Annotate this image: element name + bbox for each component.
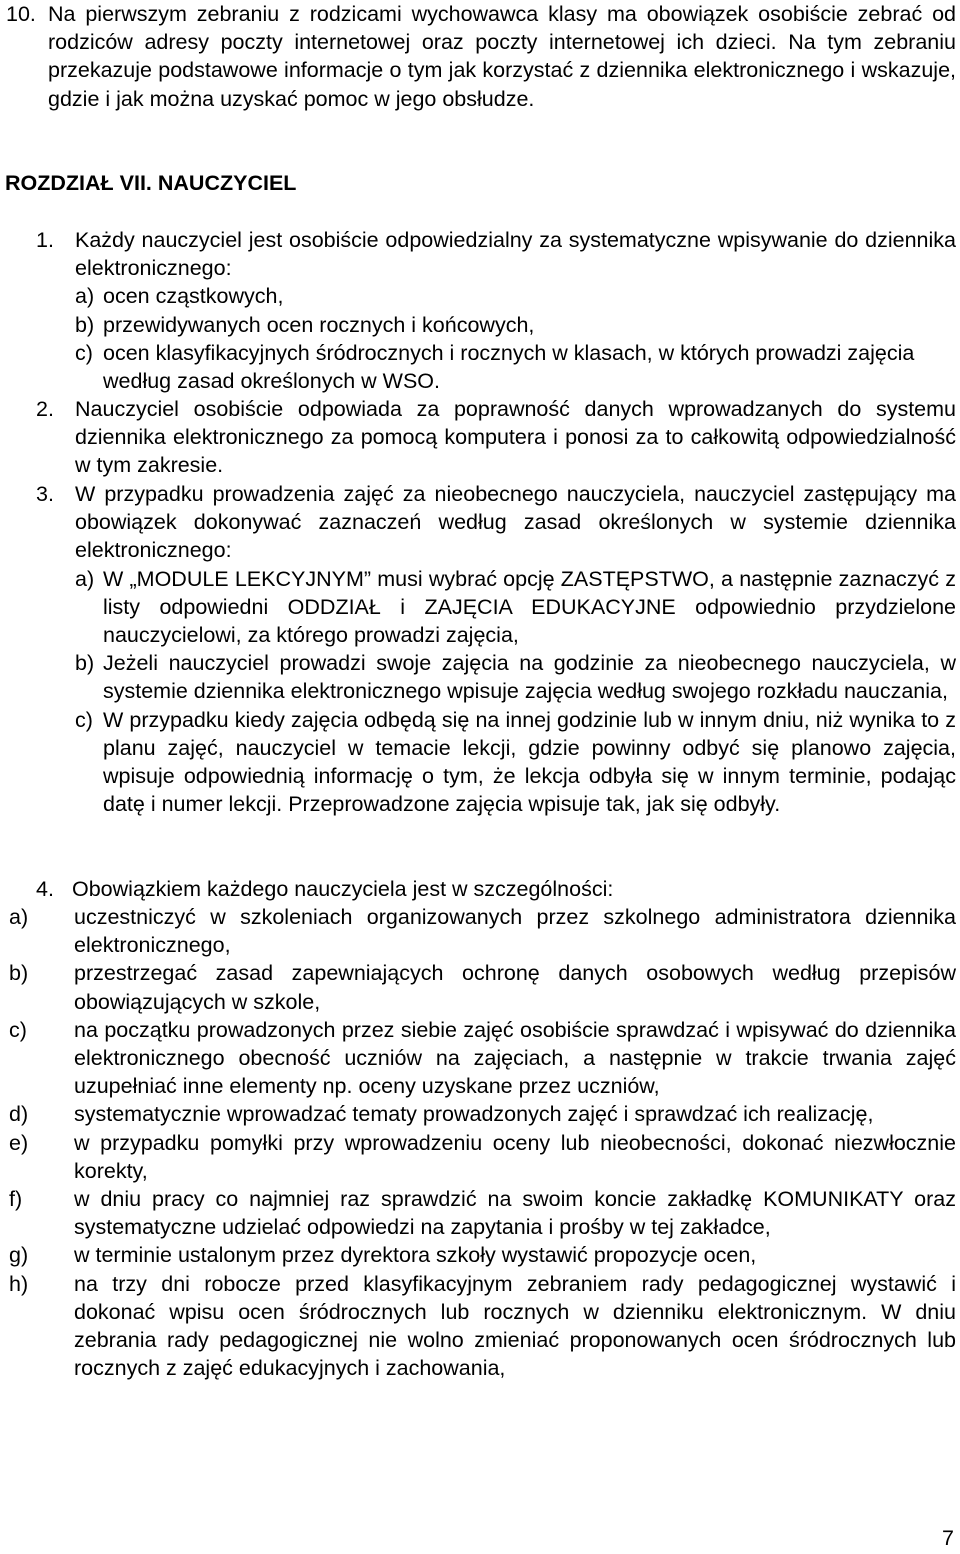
duty-label: f) [9, 1187, 23, 1212]
duties-list [9, 903, 956, 1382]
duty-text: w dniu pracy co najmniej raz sprawdzić na swoim koncie zakładkę KOMUNIKATY oraz systematyczne udzielać odpowiedzi na zapytania i prośby w tej zakładce, [74, 1187, 956, 1240]
duty-item [9, 1016, 956, 1101]
duty-text: na początku prowadzonych przez siebie zajęć osobiście sprawdzać i wpisywać do dziennika elektronicznego obecność uczniów na zajęciach, a następnie w trakcie trwania zajęć uzupełniać inne elementy np. oceny uzyskane przez uczniów, [74, 1017, 956, 1099]
duty-text: na trzy dni robocze przed klasyfikacyjnym zebraniem rady pedagogicznej wystawić i dokonać wpisu ocen śródrocznych lub rocznych w dzienniku elektronicznym. W dniu zebrania rady pedagogicznej nie wolno zmieniać proponowanych ocen śródrocznych lub rocznych z zajęć edukacyjnych i zachowania, [74, 1271, 956, 1381]
sub-item [75, 565, 956, 650]
point-2 [36, 395, 956, 480]
sub-item-label: b) [75, 651, 95, 676]
sub-item-text: przewidywanych ocen rocznych i końcowych, [103, 312, 535, 337]
section-heading: ROZDZIAŁ VII. NAUCZYCIEL [5, 171, 297, 195]
point-body [75, 480, 956, 818]
point-text: Obowiązkiem każdego nauczyciela jest w szczególności: [72, 877, 614, 901]
duty-item [9, 1100, 956, 1128]
duty-label: a) [9, 905, 29, 929]
duty-item [9, 959, 956, 1015]
point-text: W przypadku prowadzenia zajęć za nieobecnego nauczyciela, nauczyciel zastępujący ma obowiązek dokonywać zaznaczeń według zasad określonych w systemie dziennika elektronicznego: [75, 482, 956, 563]
sub-item-label: c) [75, 707, 93, 732]
duty-item [9, 1129, 956, 1185]
duty-text: w terminie ustalonym przez dyrektora szkoły wystawić propozycje ocen, [74, 1243, 757, 1268]
point-3 [36, 480, 956, 818]
duty-text: przestrzegać zasad zapewniających ochronę danych osobowych według przepisów obowiązujących w szkole, [74, 961, 956, 1014]
point-number: 2. [36, 397, 54, 421]
intro-item [6, 0, 956, 113]
duty-label: h) [9, 1271, 29, 1296]
duty-item [9, 903, 956, 959]
sub-item [75, 282, 956, 310]
sub-item-text: W przypadku kiedy zajęcia odbędą się na innej godzinie lub w innym dniu, niż wynika to z planu zajęć, nauczyciel w temacie lekcji, gdzie powinny odbyć się planowo zajęcia, wpisuje odpowiednią informację o tym, że lekcja odbyła się w innym terminie, podając datę i numer lekcji. Przeprowadzone zajęcia wpisuje tak, jak się odbyły. [103, 707, 956, 817]
sub-item-label: a) [75, 284, 95, 309]
page-number: 7 [942, 1526, 954, 1550]
sub-item-text: Jeżeli nauczyciel prowadzi swoje zajęcia na godzinie za nieobecnego nauczyciela, w systemie dziennika elektronicznego wpisuje zajęcia według swojego rozkładu nauczania, [103, 651, 956, 704]
item-number: 10. [6, 2, 36, 26]
sub-item-label: c) [75, 340, 93, 365]
duty-text: w przypadku pomyłki przy wprowadzeniu oceny lub nieobecności, dokonać niezwłocznie korekty, [74, 1130, 956, 1183]
point-4 [36, 875, 956, 903]
point-text: Nauczyciel osobiście odpowiada za poprawność danych wprowadzanych do systemu dziennika elektronicznego za pomocą komputera i ponosi za to całkowitą odpowiedzialność w tym zakresie. [75, 397, 956, 478]
duty-label: e) [9, 1130, 29, 1155]
point-number: 4. [36, 877, 54, 901]
sub-item-text: ocen klasyfikacyjnych śródrocznych i rocznych w klasach, w których prowadzi zajęcia według zasad określonych w WSO. [103, 340, 915, 394]
sub-item [75, 339, 956, 395]
point-1 [36, 226, 956, 395]
duty-label: c) [9, 1017, 27, 1042]
duty-item [9, 1270, 956, 1383]
sub-item [75, 649, 956, 705]
duty-text: uczestniczyć w szkoleniach organizowanych przez szkolnego administratora dziennika elektronicznego, [74, 905, 956, 958]
point-number: 1. [36, 228, 54, 252]
point-number: 3. [36, 482, 54, 506]
duty-label: g) [9, 1243, 29, 1268]
point-text: Każdy nauczyciel jest osobiście odpowiedzialny za systematyczne wpisywanie do dziennika elektronicznego: [75, 228, 956, 281]
sub-item [75, 311, 956, 339]
item-text: Na pierwszym zebraniu z rodzicami wychowawca klasy ma obowiązek osobiście zebrać od rodziców adresy poczty internetowej oraz poczty internetowej ich dzieci. Na tym zebraniu przekazuje podstawowe informacje o tym jak korzystać z dziennika elektronicznego i wskazuje, gdzie i jak można uzyskać pomoc w jego obsłudze. [48, 2, 956, 111]
duty-item [9, 1241, 956, 1269]
sub-item-text: W „MODULE LEKCYJNYM” musi wybrać opcję ZASTĘPSTWO, a następnie zaznaczyć z listy odpowiedni ODDZIAŁ i ZAJĘCIA EDUKACYJNE odpowiednio przydzielone nauczycielowi, za którego prowadzi zajęcia, [103, 566, 956, 648]
point-body [75, 226, 956, 395]
sub-item-label: a) [75, 566, 95, 591]
sub-item-text: ocen cząstkowych, [103, 284, 284, 309]
sub-item-label: b) [75, 312, 95, 337]
duty-label: d) [9, 1102, 29, 1127]
duty-label: b) [9, 961, 29, 986]
sub-item [75, 706, 956, 819]
duty-text: systematycznie wprowadzać tematy prowadzonych zajęć i sprawdzać ich realizację, [74, 1102, 874, 1127]
duty-item [9, 1185, 956, 1241]
